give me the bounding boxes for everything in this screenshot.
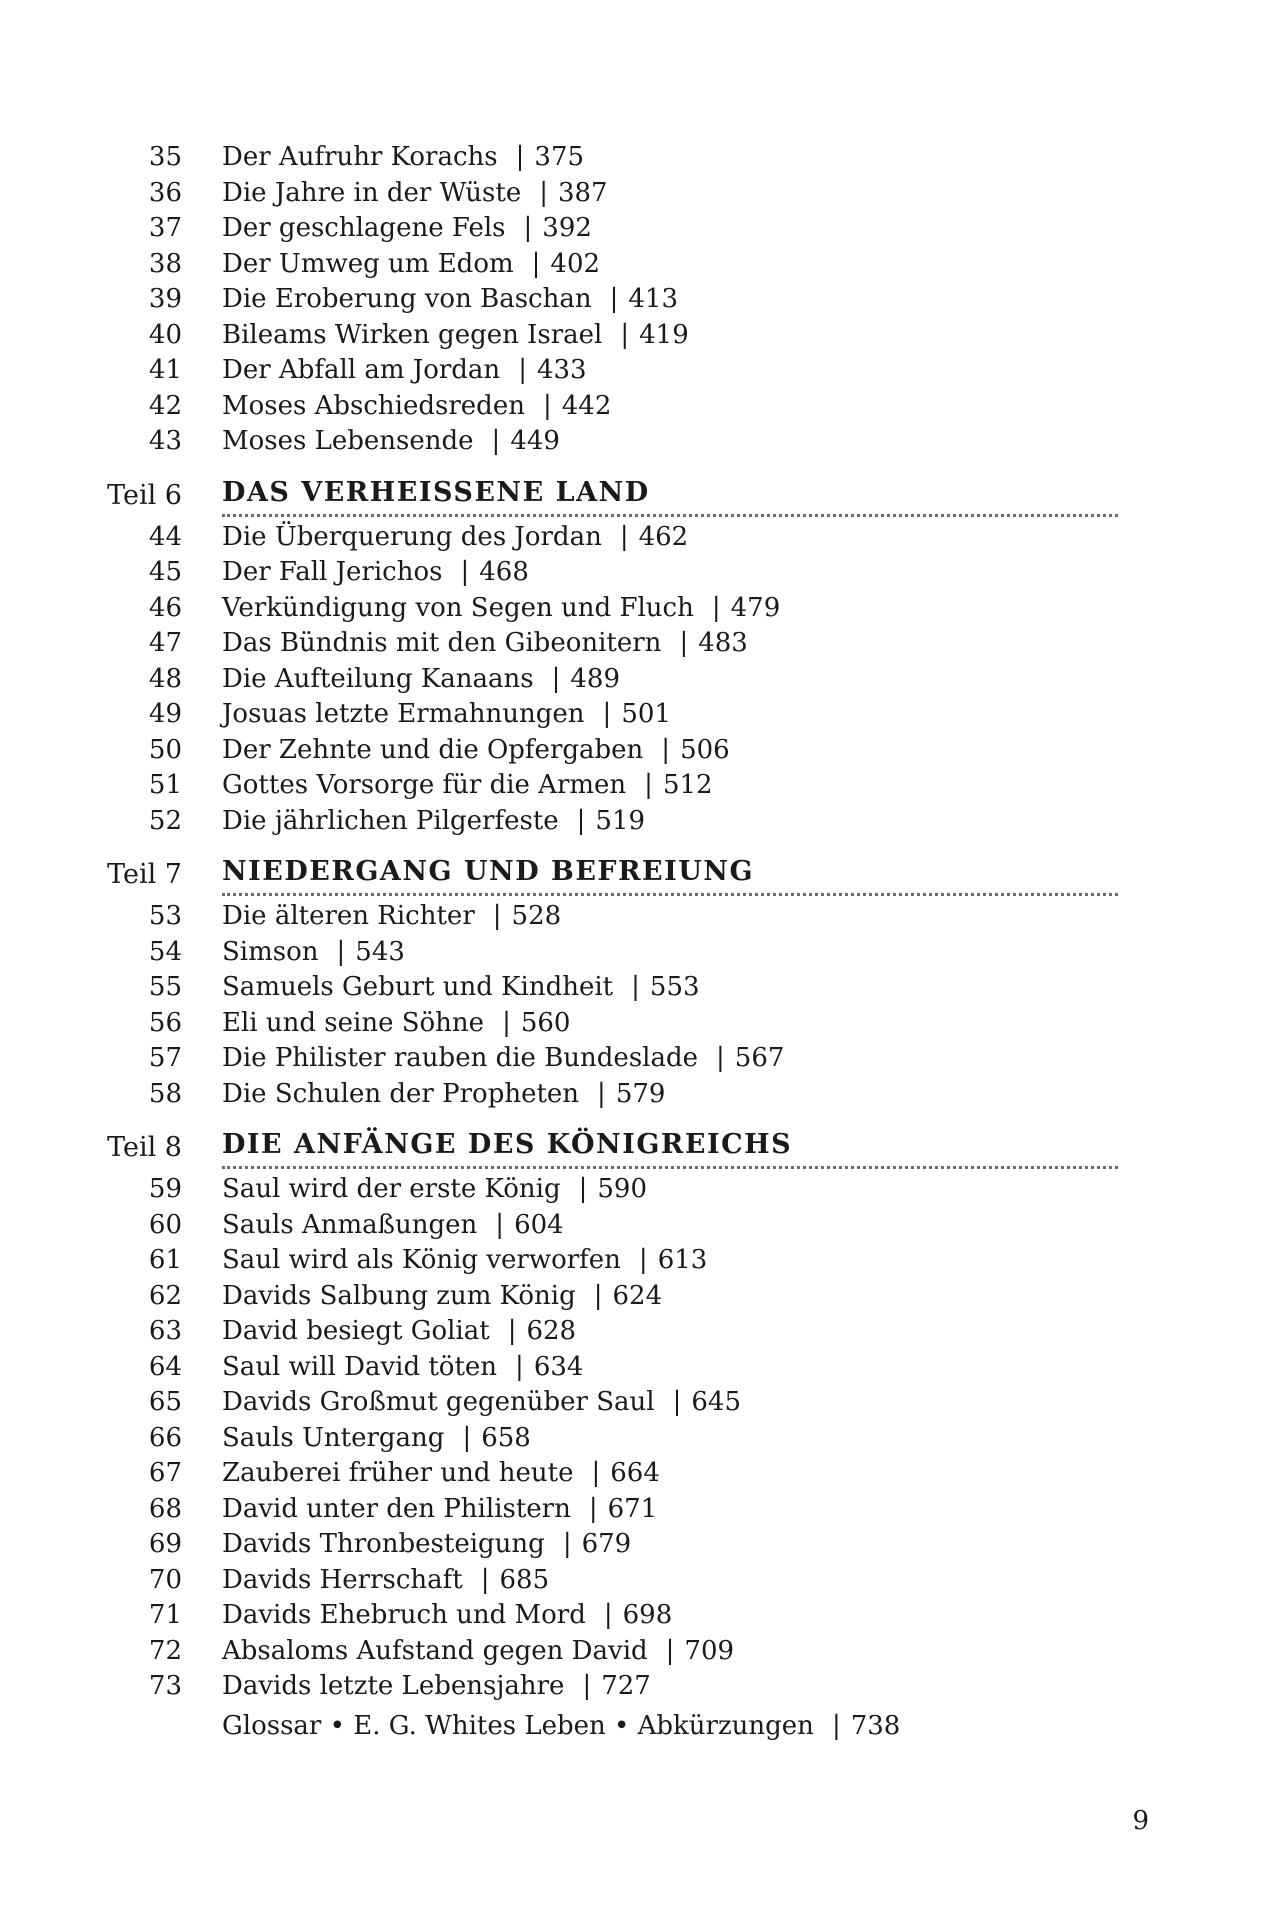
separator: | [492, 901, 502, 931]
chapter-number: 64 [148, 1351, 182, 1382]
chapter-number: 42 [148, 390, 182, 421]
chapter-title: Zauberei früher und heute [222, 1458, 574, 1488]
separator: | [711, 592, 721, 623]
page-reference: 543 [355, 936, 405, 967]
part-title: DIE ANFÄNGE DES KÖNIGREICHS [222, 1129, 1118, 1169]
chapter-entry [0, 1385, 1280, 1421]
chapter-entry [0, 1456, 1280, 1492]
chapter-entry [0, 318, 1280, 354]
separator: | [518, 355, 527, 385]
part-title: NIEDERGANG UND BEFREIUNG [222, 856, 1118, 896]
chapter-title: Davids Großmut gegenüber Saul [222, 1387, 655, 1417]
chapter-number: 70 [148, 1564, 182, 1595]
chapter-entry [0, 1006, 1280, 1042]
chapter-title: Saul wird der erste König [222, 1174, 561, 1204]
chapter-entry [0, 176, 1280, 212]
page-reference: 449 [510, 426, 560, 456]
separator: | [716, 1043, 725, 1073]
chapter-title: Die älteren Richter [222, 901, 475, 931]
chapter-entry [0, 1208, 1280, 1244]
separator: | [644, 770, 653, 800]
chapter-title: Die jährlichen Pilgerfeste [222, 805, 559, 836]
separator: | [495, 1209, 505, 1240]
chapter-title: Absaloms Aufstand gegen David [222, 1635, 648, 1666]
separator: | [679, 628, 689, 658]
separator: | [515, 142, 525, 172]
chapter-entry [0, 1243, 1280, 1279]
chapter-title: Die Schulen der Propheten [222, 1078, 580, 1109]
chapter-title: Moses Abschiedsreden [222, 390, 525, 421]
chapter-entry [0, 1492, 1280, 1528]
separator: | [502, 1007, 511, 1038]
chapter-title: Davids Thronbesteigung [222, 1529, 545, 1559]
separator: | [480, 1564, 490, 1595]
page-reference: 442 [561, 390, 612, 421]
appendix-entry [0, 1709, 1280, 1745]
chapter-entry [0, 626, 1280, 662]
part-heading [0, 464, 1280, 517]
page-reference: 645 [691, 1387, 741, 1417]
chapter-entry [0, 520, 1280, 556]
page-reference: 375 [534, 142, 585, 172]
separator: | [593, 1280, 603, 1311]
chapter-number: 50 [148, 734, 182, 765]
part-number: Teil 7 [107, 859, 182, 890]
separator: | [831, 1710, 841, 1741]
chapter-entry [0, 247, 1280, 283]
chapter-title: Glossar • E. G. Whites Leben • Abkürzungen [222, 1710, 814, 1741]
chapter-entry [0, 282, 1280, 318]
chapter-number: 72 [148, 1635, 182, 1666]
chapter-number: 56 [148, 1007, 182, 1038]
chapter-title: Samuels Geburt und Kindheit [222, 972, 614, 1002]
page-reference: 392 [542, 213, 592, 243]
part-heading [0, 1116, 1280, 1169]
chapter-entry [0, 1172, 1280, 1208]
chapter-entry [0, 1279, 1280, 1315]
page-reference: 658 [481, 1422, 531, 1453]
separator: | [603, 1600, 613, 1630]
chapter-title: Die Überquerung des Jordan [222, 521, 602, 552]
page-reference: 709 [684, 1635, 735, 1666]
chapter-number: 57 [148, 1043, 182, 1073]
page-reference: 402 [550, 248, 601, 279]
chapter-entry [0, 1350, 1280, 1386]
chapter-entry [0, 1669, 1280, 1705]
chapter-number: 67 [148, 1458, 182, 1488]
page-reference: 579 [615, 1078, 666, 1109]
chapter-entry [0, 1527, 1280, 1563]
separator: | [336, 936, 346, 967]
chapter-title: Der geschlagene Fels [222, 213, 506, 243]
chapter-number: 49 [148, 699, 182, 729]
chapter-title: Saul wird als König verworfen [222, 1245, 621, 1275]
separator: | [661, 734, 671, 765]
chapter-title: Sauls Untergang [222, 1422, 445, 1453]
chapter-title: Sauls Anmaßungen [222, 1209, 478, 1240]
chapter-entry [0, 1634, 1280, 1670]
page-reference: 671 [607, 1493, 658, 1524]
chapter-title: Der Aufruhr Korachs [222, 142, 498, 172]
chapter-number: 61 [148, 1245, 182, 1275]
separator: | [672, 1387, 682, 1417]
chapter-entry [0, 1314, 1280, 1350]
page-reference: 387 [557, 177, 608, 208]
chapter-number: 69 [148, 1529, 182, 1559]
chapter-title: Davids letzte Lebensjahre [222, 1671, 565, 1701]
separator: | [602, 699, 612, 729]
chapter-number: 62 [148, 1280, 182, 1311]
separator: | [462, 1422, 472, 1453]
chapter-title: David besiegt Goliat [222, 1316, 490, 1346]
separator: | [665, 1635, 675, 1666]
chapter-title: Saul will David töten [222, 1351, 498, 1382]
separator: | [576, 805, 586, 836]
chapter-number: 65 [148, 1387, 182, 1417]
chapter-number: 47 [148, 628, 182, 658]
chapter-entry [0, 555, 1280, 591]
chapter-title: Gottes Vorsorge für die Armen [222, 770, 627, 800]
page-reference: 727 [601, 1671, 651, 1701]
separator: | [591, 1458, 601, 1488]
chapter-title: Das Bündnis mit den Gibeonitern [222, 628, 662, 658]
chapter-number: 60 [148, 1209, 182, 1240]
chapter-title: Die Eroberung von Baschan [222, 284, 592, 314]
chapter-title: Davids Ehebruch und Mord [222, 1600, 586, 1630]
separator: | [515, 1351, 524, 1382]
chapter-number: 36 [148, 177, 182, 208]
chapter-number: 45 [148, 557, 182, 587]
chapter-number: 63 [148, 1316, 182, 1346]
separator: | [551, 663, 561, 694]
chapter-title: Josuas letzte Ermahnungen [222, 699, 585, 729]
chapter-number: 39 [148, 284, 182, 314]
chapter-title: Der Abfall am Jordan [222, 355, 501, 385]
chapter-title: Simson [222, 936, 319, 967]
chapter-entry [0, 1077, 1280, 1113]
separator: | [582, 1671, 592, 1701]
chapter-title: Die Aufteilung Kanaans [222, 663, 534, 694]
chapter-entry [0, 899, 1280, 935]
chapter-entry [0, 662, 1280, 698]
chapter-number: 54 [148, 936, 182, 967]
chapter-title: Der Fall Jerichos [222, 557, 443, 587]
separator: | [460, 557, 470, 587]
chapter-title: Eli und seine Söhne [222, 1007, 485, 1038]
chapter-number: 43 [148, 426, 182, 456]
page-reference: 679 [581, 1529, 632, 1559]
separator: | [638, 1245, 648, 1275]
page-reference: 419 [639, 319, 689, 350]
page-reference: 634 [533, 1351, 584, 1382]
chapter-entry [0, 389, 1280, 425]
page-reference: 468 [479, 557, 529, 587]
page-reference: 560 [520, 1007, 571, 1038]
chapter-number: 44 [148, 521, 182, 552]
chapter-entry [0, 1041, 1280, 1077]
chapter-number: 66 [148, 1422, 182, 1453]
page-reference: 613 [657, 1245, 708, 1275]
separator: | [562, 1529, 572, 1559]
page-reference: 413 [628, 284, 678, 314]
chapter-entry [0, 591, 1280, 627]
chapter-entry [0, 1598, 1280, 1634]
separator: | [619, 521, 629, 552]
page-reference: 590 [597, 1174, 648, 1204]
chapter-title: Bileams Wirken gegen Israel [222, 319, 603, 350]
separator: | [609, 284, 619, 314]
chapter-number: 40 [148, 319, 182, 350]
chapter-number: 58 [148, 1078, 182, 1109]
separator: | [578, 1174, 588, 1204]
page-reference: 501 [621, 699, 671, 729]
separator: | [491, 426, 501, 456]
page-reference: 738 [850, 1710, 901, 1741]
page-reference: 628 [526, 1316, 577, 1346]
page-reference: 685 [499, 1564, 550, 1595]
page-reference: 433 [536, 355, 587, 385]
chapter-entry [0, 970, 1280, 1006]
chapter-number: 37 [148, 213, 182, 243]
chapter-title: Die Jahre in der Wüste [222, 177, 522, 208]
page-number: 9 [1132, 1806, 1149, 1836]
chapter-entry [0, 804, 1280, 840]
page-reference: 553 [649, 972, 700, 1002]
separator: | [597, 1078, 606, 1109]
page-reference: 664 [610, 1458, 660, 1488]
chapter-number: 68 [148, 1493, 182, 1524]
chapter-title: Der Zehnte und die Opfergaben [222, 734, 644, 765]
chapter-entry [0, 424, 1280, 460]
page-reference: 567 [734, 1043, 785, 1073]
chapter-entry [0, 1563, 1280, 1599]
page-reference: 506 [680, 734, 730, 765]
chapter-number: 55 [148, 972, 182, 1002]
chapter-title: Davids Herrschaft [222, 1564, 463, 1595]
chapter-entry [0, 733, 1280, 769]
separator: | [588, 1493, 598, 1524]
page-reference: 489 [570, 663, 620, 694]
chapter-number: 46 [148, 592, 182, 623]
chapter-title: Die Philister rauben die Bundeslade [222, 1043, 699, 1073]
chapter-entry [0, 211, 1280, 247]
separator: | [523, 213, 533, 243]
chapter-entry [0, 353, 1280, 389]
chapter-entry [0, 697, 1280, 733]
page-reference: 483 [698, 628, 748, 658]
chapter-title: David unter den Philistern [222, 1493, 571, 1524]
separator: | [531, 248, 541, 279]
part-title: DAS VERHEISSENE LAND [222, 477, 1118, 517]
page-reference: 604 [514, 1209, 564, 1240]
chapter-number: 73 [148, 1671, 182, 1701]
page-reference: 528 [511, 901, 562, 931]
table-of-contents [0, 140, 1280, 1744]
page-reference: 479 [730, 592, 781, 623]
chapter-title: Davids Salbung zum König [222, 1280, 576, 1311]
separator: | [507, 1316, 517, 1346]
chapter-entry [0, 768, 1280, 804]
chapter-number: 38 [148, 248, 182, 279]
chapter-number: 51 [148, 770, 182, 800]
page-reference: 698 [622, 1600, 673, 1630]
page-reference: 519 [595, 805, 646, 836]
chapter-number: 59 [148, 1174, 182, 1204]
part-number: Teil 6 [107, 479, 182, 511]
separator: | [620, 319, 630, 350]
chapter-title: Der Umweg um Edom [222, 248, 514, 279]
chapter-entry [0, 935, 1280, 971]
chapter-number: 71 [148, 1600, 182, 1630]
separator: | [542, 390, 552, 421]
chapter-title: Moses Lebensende [222, 426, 474, 456]
chapter-number: 52 [148, 805, 182, 836]
chapter-number: 41 [148, 355, 182, 385]
part-number: Teil 8 [107, 1132, 182, 1163]
separator: | [631, 972, 640, 1002]
separator: | [539, 177, 548, 208]
chapter-number: 35 [148, 142, 182, 172]
chapter-number: 48 [148, 663, 182, 694]
part-heading [0, 843, 1280, 896]
page-reference: 462 [638, 521, 689, 552]
page-reference: 512 [662, 770, 713, 800]
chapter-entry [0, 1421, 1280, 1457]
page-reference: 624 [612, 1280, 663, 1311]
chapter-title: Verkündigung von Segen und Fluch [222, 592, 694, 623]
chapter-entry [0, 140, 1280, 176]
chapter-number: 53 [148, 901, 182, 931]
